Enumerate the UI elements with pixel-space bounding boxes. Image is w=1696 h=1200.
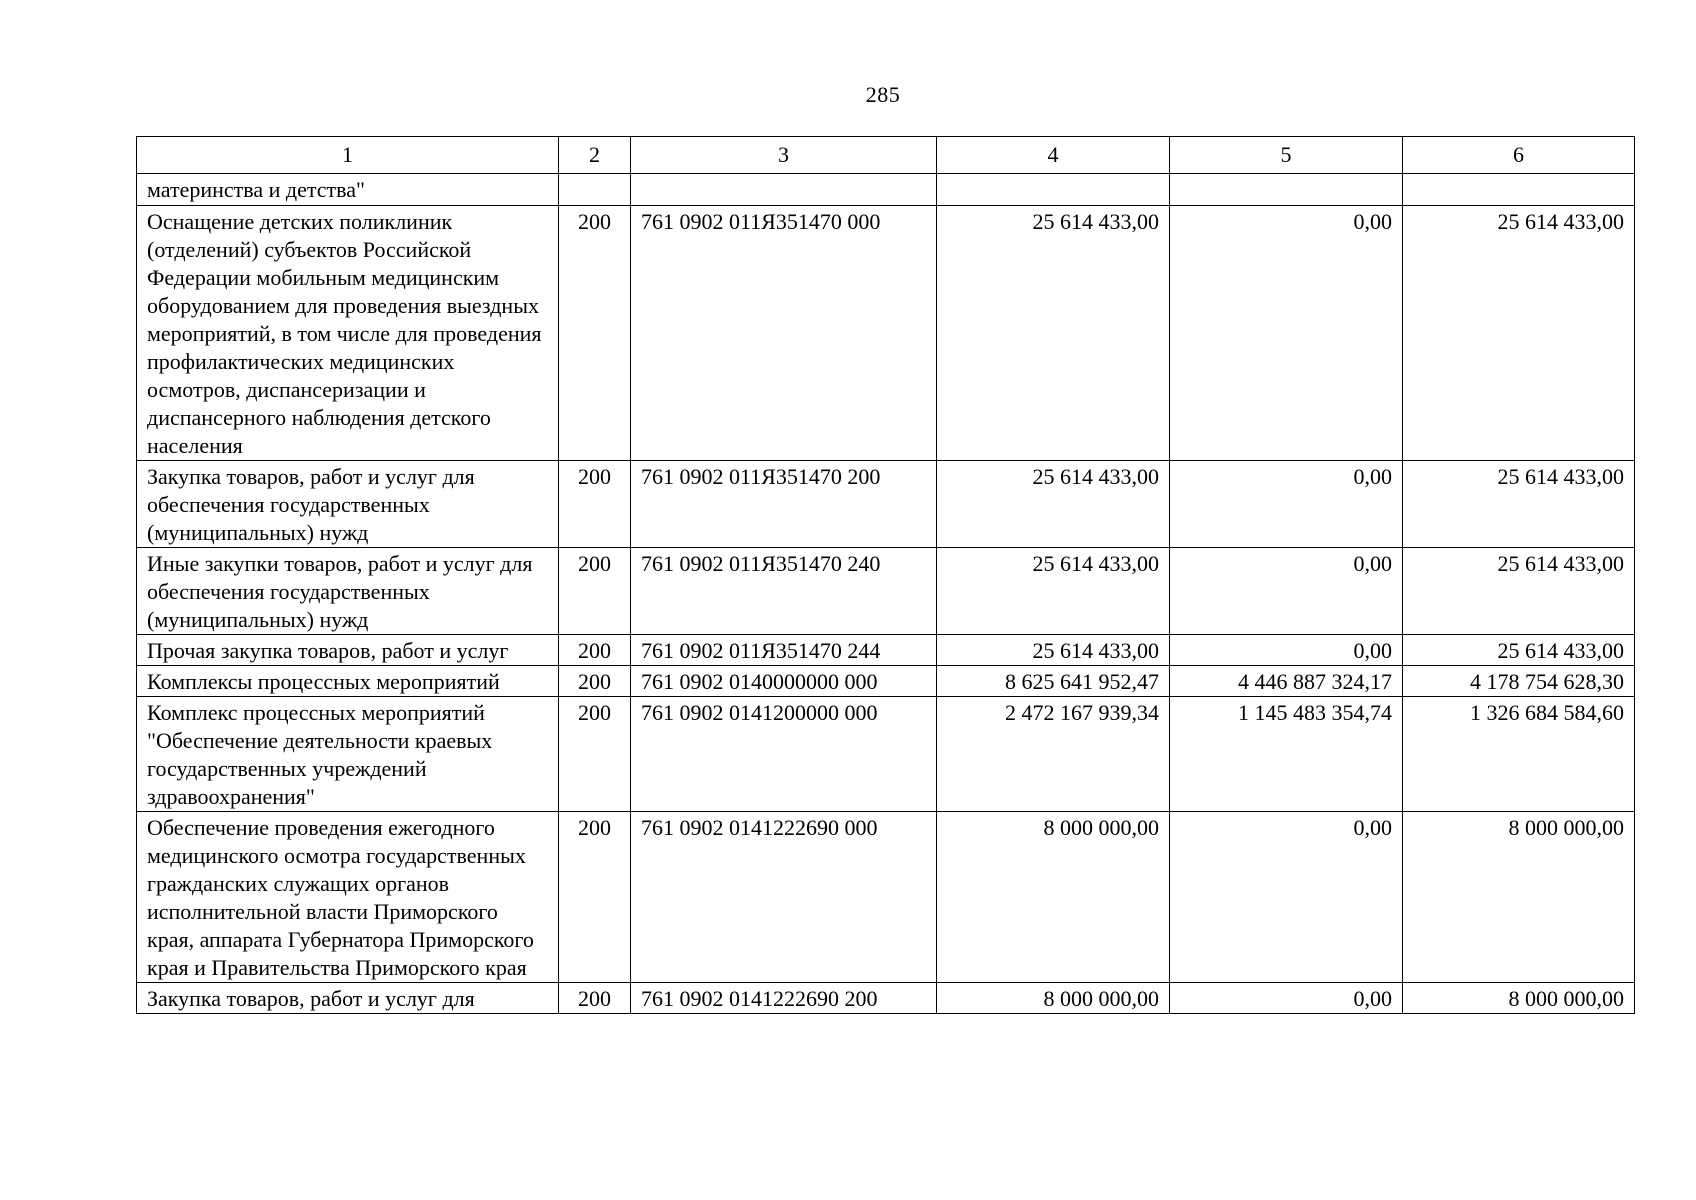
table-row xyxy=(137,206,1635,461)
table-header-row xyxy=(137,137,1635,174)
row-col5-cell: 0,00 xyxy=(1170,461,1403,548)
header-col-2: 2 xyxy=(559,137,631,174)
row-name-cell: Закупка товаров, работ и услуг для xyxy=(137,983,559,1014)
row-col4-cell: 8 625 641 952,47 xyxy=(937,666,1170,697)
row-code-cell: 200 xyxy=(559,697,631,812)
row-name-cell: Закупка товаров, работ и услуг для обеспечения государственных (муниципальных) нужд xyxy=(137,461,559,548)
row-col6-cell xyxy=(1403,174,1635,206)
row-col5-cell: 1 145 483 354,74 xyxy=(1170,697,1403,812)
row-col5-cell: 4 446 887 324,17 xyxy=(1170,666,1403,697)
table-row xyxy=(137,635,1635,666)
table-row xyxy=(137,548,1635,635)
row-col6-cell: 8 000 000,00 xyxy=(1403,983,1635,1014)
row-col6-cell: 25 614 433,00 xyxy=(1403,548,1635,635)
row-kbk-cell: 761 0902 0141222690 200 xyxy=(631,983,937,1014)
row-col5-cell xyxy=(1170,174,1403,206)
row-col4-cell: 25 614 433,00 xyxy=(937,206,1170,461)
row-code-cell: 200 xyxy=(559,548,631,635)
row-col6-cell: 8 000 000,00 xyxy=(1403,812,1635,983)
row-name-cell: Прочая закупка товаров, работ и услуг xyxy=(137,635,559,666)
row-col5-cell: 0,00 xyxy=(1170,548,1403,635)
row-name-cell: Комплекс процессных мероприятий "Обеспечение деятельности краевых государственных учреждений здравоохранения" xyxy=(137,697,559,812)
row-kbk-cell: 761 0902 0141200000 000 xyxy=(631,697,937,812)
row-col5-cell: 0,00 xyxy=(1170,206,1403,461)
budget-table xyxy=(136,136,1635,1014)
row-col4-cell: 8 000 000,00 xyxy=(937,983,1170,1014)
table-row xyxy=(137,666,1635,697)
row-col4-cell: 8 000 000,00 xyxy=(937,812,1170,983)
page-number: 285 xyxy=(865,82,901,107)
row-col4-cell: 2 472 167 939,34 xyxy=(937,697,1170,812)
row-kbk-cell: 761 0902 011Я351470 240 xyxy=(631,548,937,635)
row-col6-cell: 25 614 433,00 xyxy=(1403,206,1635,461)
row-name-cell: Иные закупки товаров, работ и услуг для обеспечения государственных (муниципальных) нужд xyxy=(137,548,559,635)
row-kbk-cell: 761 0902 0140000000 000 xyxy=(631,666,937,697)
row-col5-cell: 0,00 xyxy=(1170,983,1403,1014)
row-col4-cell: 25 614 433,00 xyxy=(937,548,1170,635)
row-kbk-cell xyxy=(631,174,937,206)
row-col4-cell: 25 614 433,00 xyxy=(937,635,1170,666)
row-kbk-cell: 761 0902 0141222690 000 xyxy=(631,812,937,983)
row-name-cell: Комплексы процессных мероприятий xyxy=(137,666,559,697)
row-col6-cell: 4 178 754 628,30 xyxy=(1403,666,1635,697)
row-col6-cell: 25 614 433,00 xyxy=(1403,461,1635,548)
table-row xyxy=(137,174,1635,206)
row-col4-cell: 25 614 433,00 xyxy=(937,461,1170,548)
row-name-cell: Оснащение детских поликлиник (отделений) субъектов Российской Федерации мобильным медицинским оборудованием для проведения выездных мероприятий, в том числе для проведения профилактических медицинских осмотров, диспансеризации и диспансерного наблюдения детского населения xyxy=(137,206,559,461)
row-code-cell: 200 xyxy=(559,666,631,697)
row-col4-cell xyxy=(937,174,1170,206)
header-col-6: 6 xyxy=(1403,137,1635,174)
row-code-cell: 200 xyxy=(559,461,631,548)
table-row xyxy=(137,461,1635,548)
header-col-1: 1 xyxy=(137,137,559,174)
table-row xyxy=(137,697,1635,812)
header-col-5: 5 xyxy=(1170,137,1403,174)
row-code-cell: 200 xyxy=(559,812,631,983)
header-col-3: 3 xyxy=(631,137,937,174)
table-row xyxy=(137,812,1635,983)
row-code-cell: 200 xyxy=(559,635,631,666)
table-row xyxy=(137,983,1635,1014)
row-col5-cell: 0,00 xyxy=(1170,635,1403,666)
row-kbk-cell: 761 0902 011Я351470 000 xyxy=(631,206,937,461)
row-code-cell: 200 xyxy=(559,206,631,461)
row-code-cell: 200 xyxy=(559,983,631,1014)
row-kbk-cell: 761 0902 011Я351470 244 xyxy=(631,635,937,666)
header-col-4: 4 xyxy=(937,137,1170,174)
row-col6-cell: 1 326 684 584,60 xyxy=(1403,697,1635,812)
row-col6-cell: 25 614 433,00 xyxy=(1403,635,1635,666)
row-name-cell: материнства и детства" xyxy=(137,174,559,206)
row-kbk-cell: 761 0902 011Я351470 200 xyxy=(631,461,937,548)
row-name-cell: Обеспечение проведения ежегодного медицинского осмотра государственных гражданских служащих органов исполнительной власти Приморского края, аппарата Губернатора Приморского края и Правительства Приморского края xyxy=(137,812,559,983)
row-code-cell xyxy=(559,174,631,206)
row-col5-cell: 0,00 xyxy=(1170,812,1403,983)
